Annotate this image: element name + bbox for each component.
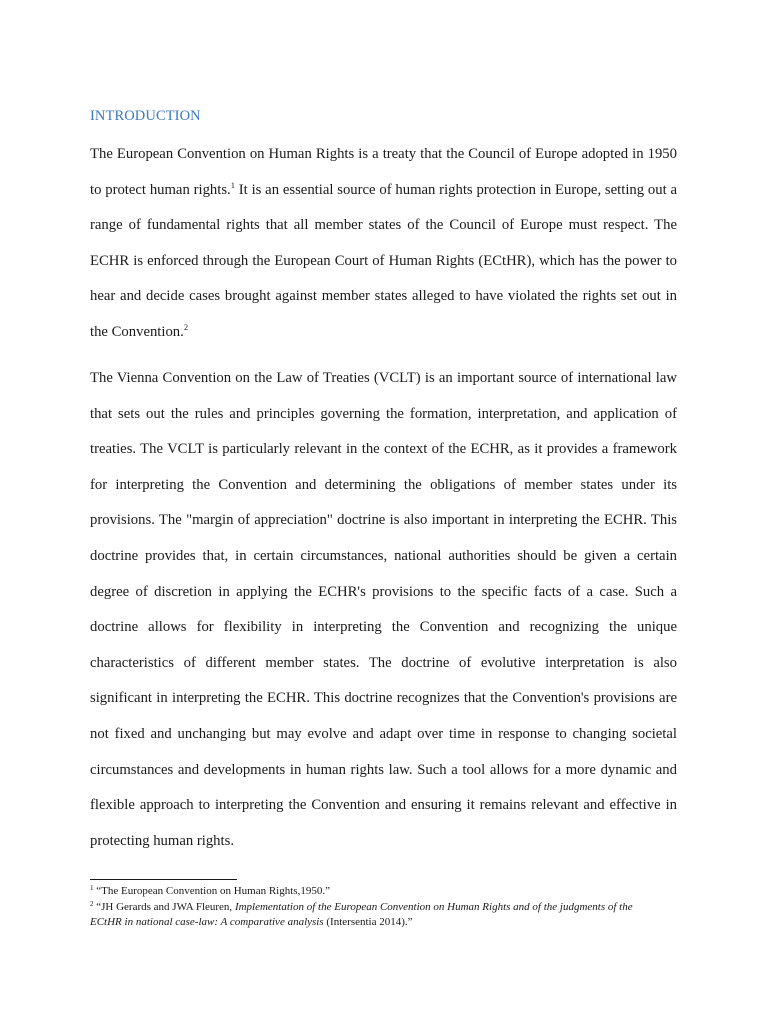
paragraph-1-text-a: The European Convention on Human Rights is a treaty that the Council of Europe adopted in 1950 to protect human rights. xyxy=(90,146,677,198)
paragraph-1-text-b: It is an essential source of human rights protection in Europe, setting out a range of fundamental rights that all member states of the Council of Europe must respect. The ECHR is enforced through the European Court of Human Rights (ECtHR), which has the power to hear and decide cases brought against member states alleged to have violated the rights set out in the Convention. xyxy=(90,181,677,340)
footnote-2-text-a: “JH Gerards and JWA Fleuren, xyxy=(93,900,235,913)
footnote-separator xyxy=(90,879,237,880)
footnote-ref-1[interactable]: 1 xyxy=(230,179,235,190)
footnote-2 xyxy=(90,900,650,931)
section-heading: INTRODUCTION xyxy=(90,108,201,124)
footnote-2-number: 2 xyxy=(90,899,94,908)
footnote-2-title: Implementation of the European Convention on Human Rights and of the judgments of the ECtHR in national case-law: A comparative analysis xyxy=(90,900,633,928)
footnote-1-text: “The European Convention on Human Rights,1950.” xyxy=(93,885,330,897)
paragraph-2: The Vienna Convention on the Law of Treaties (VCLT) is an important source of international law that sets out the rules and principles governing the formation, interpretation, and application of treaties. The VCLT is particularly relevant in the context of the ECHR, as it provides a framework for interpreting the Convention and determining the obligations of member states under its provisions. The "margin of appreciation" doctrine is also important in interpreting the ECHR. This doctrine provides that, in certain circumstances, national authorities should be given a certain degree of discretion in applying the ECHR's provisions to the specific facts of a case. Such a doctrine allows for flexibility in interpreting the Convention and recognizing the unique characteristics of different member states. The doctrine of evolutive interpretation is also significant in interpreting the ECHR. This doctrine recognizes that the Convention's provisions are not fixed and unchanging but may evolve and adapt over time in response to changing societal circumstances and developments in human rights law. Such a tool allows for a more dynamic and flexible approach to interpreting the Convention and ensuring it remains relevant and effective in protecting human rights. xyxy=(90,370,677,849)
footnote-2-text-b: (Intersentia 2014).” xyxy=(323,916,413,928)
footnote-1-number: 1 xyxy=(90,884,94,892)
paragraph-1 xyxy=(90,137,677,351)
footnote-ref-2[interactable]: 2 xyxy=(183,321,189,332)
footnotes xyxy=(90,884,650,931)
footnote-1 xyxy=(90,884,650,900)
